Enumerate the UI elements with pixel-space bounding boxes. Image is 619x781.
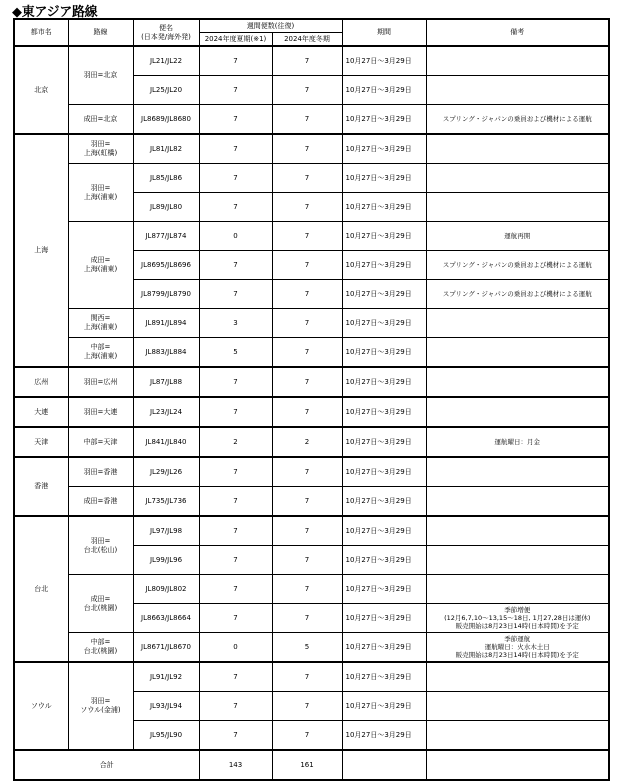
flight-number: JL8695/JL8696 [133, 251, 199, 280]
winter-frequency: 5 [272, 633, 342, 663]
table-row [14, 575, 609, 604]
period-cell: 10月27日～3月29日 [342, 46, 426, 76]
table-row [14, 134, 609, 164]
period-cell: 10月27日～3月29日 [342, 457, 426, 487]
winter-frequency: 7 [272, 280, 342, 309]
period-cell: 10月27日～3月29日 [342, 309, 426, 338]
flight-number: JL877/JL874 [133, 222, 199, 251]
route-cell: 成田= 台北(桃園) [68, 575, 133, 633]
page-title: ◆東アジア路線 [12, 5, 98, 20]
flight-number: JL99/JL96 [133, 546, 199, 575]
summer-frequency: 7 [199, 46, 272, 76]
winter-frequency: 2 [272, 427, 342, 457]
summer-frequency: 7 [199, 457, 272, 487]
period-cell: 10月27日～3月29日 [342, 397, 426, 427]
period-cell: 10月27日～3月29日 [342, 251, 426, 280]
summer-frequency: 3 [199, 309, 272, 338]
city-cell: ソウル [14, 662, 68, 750]
winter-frequency: 7 [272, 193, 342, 222]
flight-number: JL89/JL80 [133, 193, 199, 222]
route-cell: 羽田=香港 [68, 457, 133, 487]
flight-number: JL891/JL894 [133, 309, 199, 338]
remark-cell [426, 692, 609, 721]
summer-frequency: 7 [199, 76, 272, 105]
city-cell: 香港 [14, 457, 68, 516]
table-row [14, 367, 609, 397]
flight-number: JL91/JL92 [133, 662, 199, 692]
winter-frequency: 7 [272, 692, 342, 721]
flight-number: JL95/JL90 [133, 721, 199, 751]
header-winter: 2024年度冬期 [272, 33, 342, 47]
flight-number: JL87/JL88 [133, 367, 199, 397]
table-row [14, 309, 609, 338]
table-row [14, 633, 609, 663]
remark-cell: 運航曜日：月金 [426, 427, 609, 457]
flight-number: JL81/JL82 [133, 134, 199, 164]
city-cell: 天津 [14, 427, 68, 457]
period-cell: 10月27日～3月29日 [342, 427, 426, 457]
winter-frequency: 7 [272, 721, 342, 751]
header-summer: 2024年度夏期(※1) [199, 33, 272, 47]
route-cell: 中部= 台北(桃園) [68, 633, 133, 663]
flight-number: JL23/JL24 [133, 397, 199, 427]
period-cell: 10月27日～3月29日 [342, 76, 426, 105]
total-remark [426, 750, 609, 780]
remark-cell [426, 164, 609, 193]
city-cell: 上海 [14, 134, 68, 367]
winter-frequency: 7 [272, 134, 342, 164]
period-cell: 10月27日～3月29日 [342, 338, 426, 368]
table-row [14, 46, 609, 76]
flight-number: JL8689/JL8680 [133, 105, 199, 135]
route-cell: 羽田=広州 [68, 367, 133, 397]
remark-cell [426, 367, 609, 397]
summer-frequency: 7 [199, 692, 272, 721]
summer-frequency: 7 [199, 604, 272, 633]
summer-frequency: 7 [199, 575, 272, 604]
route-cell: 中部= 上海(浦東) [68, 338, 133, 368]
header-route: 路線 [68, 19, 133, 46]
table-row [14, 662, 609, 692]
period-cell: 10月27日～3月29日 [342, 487, 426, 517]
header-period: 期間 [342, 19, 426, 46]
route-cell: 関西= 上海(浦東) [68, 309, 133, 338]
remark-cell [426, 457, 609, 487]
summer-frequency: 7 [199, 662, 272, 692]
remark-cell [426, 575, 609, 604]
remark-cell: スプリング・ジャパンの乗員および機材による運航 [426, 105, 609, 135]
route-cell: 成田= 上海(浦東) [68, 222, 133, 309]
remark-cell [426, 309, 609, 338]
winter-frequency: 7 [272, 338, 342, 368]
remark-cell [426, 721, 609, 751]
route-cell: 羽田=大連 [68, 397, 133, 427]
flight-number: JL97/JL98 [133, 516, 199, 546]
summer-frequency: 7 [199, 367, 272, 397]
flight-number: JL25/JL20 [133, 76, 199, 105]
flight-number: JL841/JL840 [133, 427, 199, 457]
remark-cell: 季節増便 (12月6,7,10～13,15～18日, 1月27,28日は運休) 販売開始は8月23日14時(日本時間)を予定 [426, 604, 609, 633]
header-flight: 便名 (日本発/海外発) [133, 19, 199, 46]
summer-frequency: 7 [199, 105, 272, 135]
table-row [14, 338, 609, 368]
east-asia-routes-table [13, 18, 610, 781]
route-cell: 羽田= 上海(虹橋) [68, 134, 133, 164]
summer-frequency: 0 [199, 633, 272, 663]
winter-frequency: 7 [272, 397, 342, 427]
summer-frequency: 7 [199, 397, 272, 427]
period-cell: 10月27日～3月29日 [342, 367, 426, 397]
period-cell: 10月27日～3月29日 [342, 575, 426, 604]
total-label: 合計 [14, 750, 199, 780]
period-cell: 10月27日～3月29日 [342, 604, 426, 633]
remark-cell: スプリング・ジャパンの乗員および機材による運航 [426, 280, 609, 309]
flight-number: JL85/JL86 [133, 164, 199, 193]
period-cell: 10月27日～3月29日 [342, 105, 426, 135]
period-cell: 10月27日～3月29日 [342, 633, 426, 663]
city-cell: 台北 [14, 516, 68, 662]
header-city: 都市名 [14, 19, 68, 46]
period-cell: 10月27日～3月29日 [342, 134, 426, 164]
remark-cell [426, 134, 609, 164]
flight-number: JL8671/JL8670 [133, 633, 199, 663]
table-row [14, 397, 609, 427]
summer-frequency: 7 [199, 193, 272, 222]
remark-cell: スプリング・ジャパンの乗員および機材による運航 [426, 251, 609, 280]
remark-cell [426, 662, 609, 692]
winter-frequency: 7 [272, 575, 342, 604]
summer-frequency: 7 [199, 164, 272, 193]
period-cell: 10月27日～3月29日 [342, 222, 426, 251]
winter-frequency: 7 [272, 309, 342, 338]
remark-cell [426, 338, 609, 368]
period-cell: 10月27日～3月29日 [342, 692, 426, 721]
flight-number: JL735/JL736 [133, 487, 199, 517]
summer-frequency: 2 [199, 427, 272, 457]
winter-frequency: 7 [272, 604, 342, 633]
total-row [14, 750, 609, 780]
summer-frequency: 7 [199, 251, 272, 280]
period-cell: 10月27日～3月29日 [342, 721, 426, 751]
city-cell: 大連 [14, 397, 68, 427]
flight-number: JL8799/JL8790 [133, 280, 199, 309]
flight-number: JL21/JL22 [133, 46, 199, 76]
winter-frequency: 7 [272, 487, 342, 517]
route-cell: 羽田=北京 [68, 46, 133, 105]
flight-number: JL93/JL94 [133, 692, 199, 721]
remark-cell: 運航再開 [426, 222, 609, 251]
flight-number: JL8663/JL8664 [133, 604, 199, 633]
flight-number: JL883/JL884 [133, 338, 199, 368]
route-cell: 成田=北京 [68, 105, 133, 135]
table-row [14, 105, 609, 135]
route-cell: 成田=香港 [68, 487, 133, 517]
winter-frequency: 7 [272, 457, 342, 487]
winter-frequency: 7 [272, 367, 342, 397]
table-row [14, 457, 609, 487]
period-cell: 10月27日～3月29日 [342, 662, 426, 692]
header-remarks: 備考 [426, 19, 609, 46]
flight-number: JL29/JL26 [133, 457, 199, 487]
total-period [342, 750, 426, 780]
summer-frequency: 7 [199, 280, 272, 309]
summer-frequency: 0 [199, 222, 272, 251]
route-cell: 羽田= 台北(松山) [68, 516, 133, 575]
table-row [14, 427, 609, 457]
winter-frequency: 7 [272, 164, 342, 193]
remark-cell [426, 76, 609, 105]
winter-frequency: 7 [272, 516, 342, 546]
remark-cell [426, 487, 609, 517]
remark-cell [426, 397, 609, 427]
total-summer: 143 [199, 750, 272, 780]
remark-cell [426, 193, 609, 222]
summer-frequency: 5 [199, 338, 272, 368]
winter-frequency: 7 [272, 46, 342, 76]
period-cell: 10月27日～3月29日 [342, 164, 426, 193]
remark-cell [426, 46, 609, 76]
period-cell: 10月27日～3月29日 [342, 280, 426, 309]
city-cell: 北京 [14, 46, 68, 134]
winter-frequency: 7 [272, 251, 342, 280]
summer-frequency: 7 [199, 134, 272, 164]
remark-cell [426, 516, 609, 546]
route-cell: 中部=天津 [68, 427, 133, 457]
winter-frequency: 7 [272, 222, 342, 251]
remark-cell [426, 546, 609, 575]
remark-cell: 季節運航 運航曜日：火水木土日 販売開始は8月23日14時(日本時間)を予定 [426, 633, 609, 663]
winter-frequency: 7 [272, 662, 342, 692]
summer-frequency: 7 [199, 721, 272, 751]
table-row [14, 222, 609, 251]
flight-number: JL809/JL802 [133, 575, 199, 604]
period-cell: 10月27日～3月29日 [342, 193, 426, 222]
winter-frequency: 7 [272, 105, 342, 135]
period-cell: 10月27日～3月29日 [342, 516, 426, 546]
winter-frequency: 7 [272, 76, 342, 105]
summer-frequency: 7 [199, 516, 272, 546]
route-cell: 羽田= ソウル(金浦) [68, 662, 133, 750]
table-row [14, 164, 609, 193]
summer-frequency: 7 [199, 487, 272, 517]
city-cell: 広州 [14, 367, 68, 397]
winter-frequency: 7 [272, 546, 342, 575]
period-cell: 10月27日～3月29日 [342, 546, 426, 575]
route-cell: 羽田= 上海(浦東) [68, 164, 133, 222]
table-row [14, 487, 609, 517]
summer-frequency: 7 [199, 546, 272, 575]
table-row [14, 516, 609, 546]
total-winter: 161 [272, 750, 342, 780]
header-weekly: 週間便数(往復) [199, 19, 342, 33]
